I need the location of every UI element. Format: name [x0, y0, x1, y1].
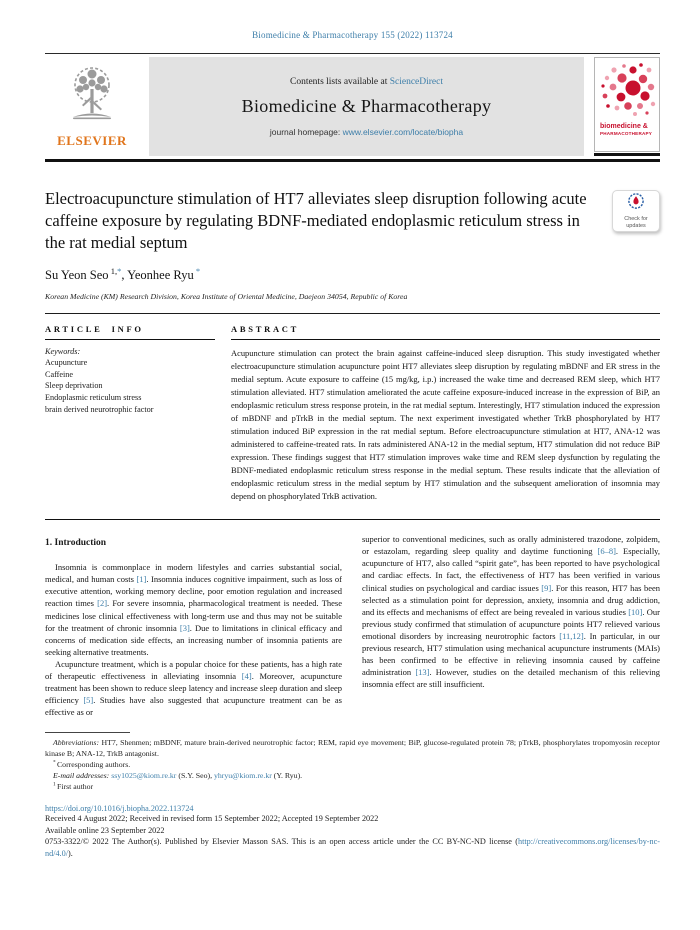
check-updates-label: Check for updates	[624, 216, 648, 229]
text-segment: *	[53, 759, 57, 766]
journal-homepage-link[interactable]: www.elsevier.com/locate/biopha	[342, 126, 464, 137]
svg-text:biomedicine &: biomedicine &	[600, 123, 648, 130]
text-segment: 1,	[108, 265, 118, 276]
citation-4[interactable]: [4]	[241, 671, 252, 682]
check-for-updates-badge[interactable]	[612, 190, 660, 232]
contents-list-line	[290, 77, 443, 87]
text-segment: E-mail addresses:	[53, 770, 112, 780]
article-info-column	[45, 324, 215, 503]
elsevier-logo	[45, 57, 139, 156]
keyword-item: brain derived neurotrophic factor	[45, 404, 154, 414]
journal-cover-thumbnail	[594, 57, 660, 156]
body-column-right	[362, 533, 660, 718]
intro-paragraph-2-left	[45, 658, 342, 718]
text-segment: . Especially, acupuncture of HT7, also called “spirit gate”, has been reported to have psychological and cardiac effects. In fact, the effectiveness of HT7 has been verified in various clinical studies on psychological and cardiac issues	[362, 546, 661, 593]
citation-9[interactable]: [9]	[541, 582, 552, 593]
journal-homepage-line	[270, 127, 463, 137]
text-segment: 0753-3322/© 2022 The Author(s). Published by Elsevier Masson SAS. This is an open access article under the CC BY-NC-ND license (	[45, 837, 519, 847]
authors-line	[45, 265, 660, 283]
keywords-label: Keywords:	[45, 347, 81, 357]
citation-6-8[interactable]: [6–8]	[597, 546, 616, 557]
article-body	[45, 533, 660, 718]
text-segment: superior to conventional medicines, such as orally administered trazodone, zolpidem, or estazolam, regarding sleep quality and daytime functioning	[362, 534, 660, 557]
elsevier-tree-icon	[63, 61, 121, 132]
text-segment: . Moreover, acupuncture treatment has been shown to reduce sleep latency and increase sleep duration and sleep efficiency	[45, 671, 342, 706]
citation-10[interactable]: [10]	[628, 606, 643, 617]
text-segment: (Y. Ryu).	[271, 770, 303, 780]
abstract-column	[231, 324, 660, 503]
footnote-divider-rule	[45, 732, 130, 733]
corresponding-authors-footnote	[45, 760, 660, 771]
citation-2[interactable]: [2]	[97, 598, 108, 609]
text-segment: . For this reason, HT7 has been selected as a stimulation point for depression, anxiety, insomnia and drug addiction, and its effects and mechanisms of effect are being revealed in various studies	[362, 582, 660, 617]
publication-meta	[45, 804, 660, 859]
text-segment: . Due to limitations in clinical efficacy and concerns of medication side effects, an increasing number of insomnia patients are seeking alternative treatments.	[45, 622, 342, 657]
email-link-seo[interactable]: ssy1025@kiom.re.kr	[111, 770, 177, 780]
text-segment: Insomnia is commonplace in modern lifestyles and carries substantial social, medical, and human costs	[45, 562, 342, 585]
affiliation: Korean Medicine (KM) Research Division, Korea Institute of Oriental Medicine, Daejeon 34054, Republic of Korea	[45, 292, 408, 301]
cc-license-link[interactable]: http://creativecommons.org/licenses/by-nc-nd/4.0/	[45, 837, 660, 858]
text-segment: 1	[53, 781, 57, 787]
text-segment: . Insomnia induces cognitive impairment, such as loss of executive attention, working memory decline, poor emotion regulation and increased reaction times	[45, 574, 342, 609]
citation-11-12[interactable]: [11,12]	[559, 630, 584, 641]
footnotes-section	[45, 732, 660, 792]
abbreviations-footnote	[45, 738, 660, 760]
text-segment: Contents lists available at	[289, 76, 390, 87]
elsevier-wordmark: ELSEVIER	[57, 133, 127, 148]
masthead-bottom-rule	[45, 159, 660, 162]
doi-link[interactable]: https://doi.org/10.1016/j.biopha.2022.113724	[45, 804, 194, 814]
citation-5[interactable]: [5]	[83, 695, 94, 706]
text-segment: , Yeonhee Ryu	[121, 268, 194, 282]
text-segment: Corresponding authors.	[56, 760, 131, 769]
author-seo-corresponding-mark[interactable]: *	[117, 265, 122, 276]
text-segment: First author	[56, 781, 94, 791]
cover-bottom-bar	[594, 153, 660, 156]
running-head-citation: Biomedicine & Pharmacotherapy 155 (2022) 113724	[252, 30, 453, 40]
keyword-item: Sleep deprivation	[45, 381, 103, 391]
text-segment: HT7, Shenmen; mBDNF, mature brain-derived neurotrophic factor; REM, rapid eye movement; BiP, glucose-regulated protein 78; pTrkB, phosphorylates tropomyosin receptor kinase B; ANA-12, TrkB antagonist.	[45, 738, 660, 759]
abstract-heading: ABSTRACT	[231, 324, 300, 334]
svg-text:PHARMACOTHERAPY: PHARMACOTHERAPY	[600, 131, 653, 136]
body-column-left	[45, 533, 342, 718]
text-segment: . However, studies on the detailed mechanism of this relieving insomnia effect are still insufficient.	[362, 667, 661, 690]
text-segment: Acupuncture treatment, which is a popular choice for these patients, has a high rate of therapeutic effectiveness in alleviating insomnia	[45, 658, 342, 682]
text-segment: Su Yeon Seo	[45, 268, 109, 282]
text-segment: . Studies have also suggested that acupuncture treatment can be as effective as or	[45, 695, 342, 718]
journal-header-box	[149, 57, 584, 156]
keyword-item: Caffeine	[45, 369, 74, 379]
text-segment: journal homepage:	[269, 126, 343, 137]
first-author-footnote	[45, 782, 660, 793]
article-title: Electroacupuncture stimulation of HT7 alleviates sleep disruption following acute caffeine exposure by regulating BDNF-mediated endoplasmic reticulum stress in the rat medial septum	[45, 189, 587, 252]
check-updates-icon	[628, 193, 644, 214]
email-addresses-footnote	[45, 771, 660, 782]
abstract-rule	[231, 339, 660, 340]
info-abstract-section	[45, 314, 660, 520]
keyword-item: Endoplasmic reticulum stress	[45, 392, 142, 402]
intro-paragraph-1	[45, 561, 342, 658]
text-segment: . Our previous study confirmed that stimulation of acupuncture points HT7 relieved various emotional disorders by increasing neurotrophic factors	[362, 606, 660, 641]
text-segment: ).	[67, 848, 73, 858]
keyword-item: Acupuncture	[45, 358, 88, 368]
article-info-heading: ARTICLE INFO	[45, 324, 144, 334]
sciencedirect-link[interactable]: ScienceDirect	[389, 76, 443, 87]
article-info-rule	[45, 339, 215, 340]
author-ryu-corresponding-mark[interactable]: *	[193, 265, 201, 276]
abstract-text: Acupuncture stimulation can protect the brain against caffeine-induced sleep disruption. This study investigated whether electroacupuncture stimulation acupuncture point HT7 alleviates sleep disruption by regulating mBDNF and ER stress in the medial septum. Acute exposure to caffeine (15 mg/kg, i.p.) increased the wake time and decreased REM sleep, which HT7 stimulation alleviated. HT7 stimulation ameliorated the acute caffeine exposure-induced increase in the expression of BiP, an endoplasmic reticulum stress response protein, in the rat medial septum. Interestingly, HT7 stimulation induced the expression of mBDNF and pTrkB in the medial septum. The next experiment investigated whether TrkB phosphorylated by HT7 stimulation induced BiP expression in the rat medial septum. Before electroacupuncture stimulation at HT7, ANA-12 was administered to caffeine-treated rats. In rats administered ANA-12 in the medial septum, HT7 stimulation did not reduce BiP expression. These findings suggest that HT7 stimulation improves wake time and REM sleep dysfunction by regulating the BDNF-mediated endoplasmic reticulum stress response in the medial septum. These results indicate that the alleviation of endoplasmic reticulum stress in the medial septum by HT7 stimulation and the subsequent amelioration of insomnia may depend on phosphorylated TrkB activation.	[231, 348, 660, 502]
available-online: Available online 23 September 2022	[45, 825, 165, 835]
journal-cover-art	[594, 57, 660, 152]
text-segment: Abbreviations:	[53, 738, 102, 748]
copyright-license-line	[45, 836, 660, 859]
text-segment: (S.Y. Seo),	[176, 770, 214, 780]
journal-masthead	[45, 53, 660, 162]
email-link-ryu[interactable]: yhryu@kiom.re.kr	[213, 770, 272, 780]
received-dates: Received 4 August 2022; Received in revised form 15 September 2022; Accepted 19 September 2022	[45, 814, 379, 824]
text-segment: . In particular, in our previous research, HT7 stimulation using mechanical acupuncture instruments (MAIs) has been confirmed to be effective in relieving insomnia caused by caffeine administration	[362, 630, 660, 678]
journal-title: Biomedicine & Pharmacotherapy	[241, 95, 492, 116]
citation-3[interactable]: [3]	[179, 622, 190, 633]
intro-paragraph-2-right	[362, 533, 660, 690]
citation-13[interactable]: [13]	[415, 667, 430, 678]
citation-1[interactable]: [1]	[136, 574, 147, 585]
introduction-heading: 1. Introduction	[45, 538, 107, 549]
text-segment: . For severe insomnia, pharmacological treatment is needed. These medicines lose clinical effectiveness with long-term use and thus may not be suitable for the treatment of chronic insomnia	[45, 598, 342, 633]
